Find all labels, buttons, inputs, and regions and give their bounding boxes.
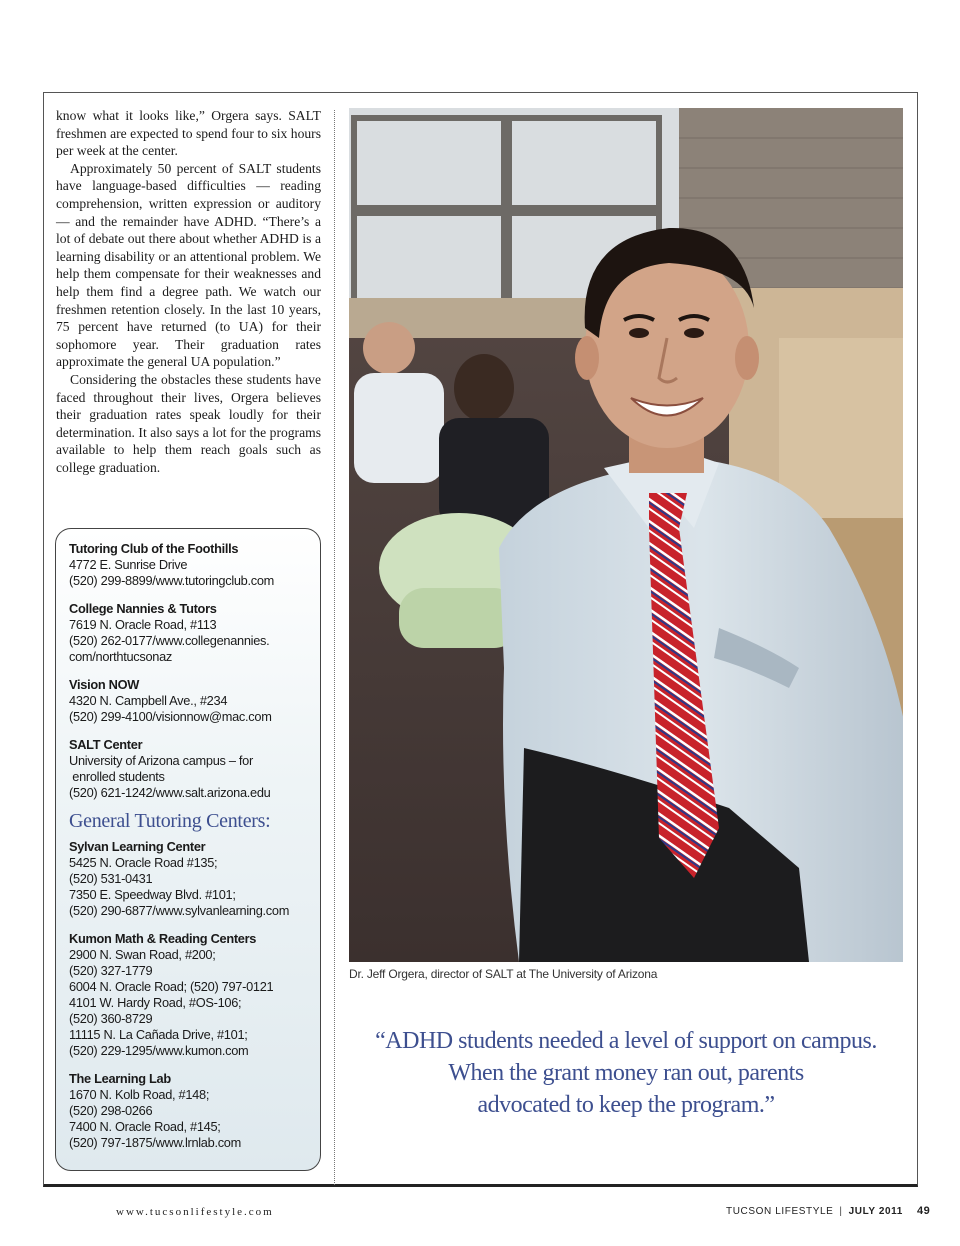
center-entry: [69, 1071, 308, 1151]
center-name: The Learning Lab: [69, 1071, 171, 1086]
footer-folio: [726, 1205, 930, 1217]
column-divider: [334, 110, 335, 1185]
center-line: (520) 531-0431: [69, 871, 153, 886]
resource-line: com/northtucsonaz: [69, 649, 173, 664]
pull-quote: [352, 1025, 900, 1121]
center-line: 6004 N. Oracle Road; (520) 797-0121: [69, 979, 274, 994]
center-line: (520) 298-0266: [69, 1103, 153, 1118]
resource-entry: [69, 601, 308, 665]
center-line: 7350 E. Speedway Blvd. #101;: [69, 887, 236, 902]
article-text: [56, 107, 321, 476]
section-heading: General Tutoring Centers:: [69, 810, 271, 832]
center-line: (520) 797-1875/www.lrnlab.com: [69, 1135, 241, 1150]
resource-entry: [69, 677, 308, 725]
article-paragraph: Approximately 50 percent of SALT students have language-based difficulties — reading comprehension, written expression or auditory — and the remainder have ADHD. “There’s a lot of debate out there about whether ADHD is a learning disability or an attentional problem. We help them compensate for their weaknesses and help them find a degree path. We watch our freshmen retention closely. In the last 10 years, 75 percent have returned (to UA) for their sophomore year. Their graduation rates approximate the general UA population.”: [56, 160, 321, 370]
center-entry: [69, 839, 308, 919]
resource-name: SALT Center: [69, 737, 143, 752]
article-paragraph: Considering the obstacles these students have faced throughout their lives, Orgera believes their graduation rates speak loudly for their determination. It also says a lot for the programs available to help them reach goals such as college graduation.: [56, 371, 321, 475]
center-line: (520) 229-1295/www.kumon.com: [69, 1043, 249, 1058]
folio-separator: |: [839, 1205, 843, 1217]
center-line: 5425 N. Oracle Road #135;: [69, 855, 218, 870]
resource-name: College Nannies & Tutors: [69, 601, 217, 616]
resource-line: 4320 N. Campbell Ave., #234: [69, 693, 228, 708]
center-line: (520) 327-1779: [69, 963, 153, 978]
center-line: 11115 N. La Cañada Drive, #101;: [69, 1027, 248, 1042]
magazine-name: TUCSON LIFESTYLE: [726, 1205, 834, 1217]
pull-quote-line: When the grant money ran out, parents: [448, 1060, 804, 1086]
pull-quote-line: advocated to keep the program.”: [477, 1092, 775, 1118]
resource-line: (520) 299-8899/www.tutoringclub.com: [69, 573, 275, 588]
resource-line: (520) 262-0177/www.collegenannies.: [69, 633, 270, 648]
resource-sidebar: [55, 528, 321, 1171]
portrait-photo: [349, 108, 903, 962]
resource-line: (520) 621-1242/www.salt.arizona.edu: [69, 785, 271, 800]
pull-quote-line: “ADHD students needed a level of support on campus.: [375, 1028, 877, 1054]
resource-entry: [69, 541, 308, 589]
resource-line: 7619 N. Oracle Road, #113: [69, 617, 217, 632]
footer-website: www.tucsonlifestyle.com: [116, 1206, 274, 1218]
center-line: (520) 290-6877/www.sylvanlearning.com: [69, 903, 290, 918]
center-line: (520) 360-8729: [69, 1011, 153, 1026]
page-number: 49: [916, 1205, 931, 1217]
resource-name: Vision NOW: [69, 677, 139, 692]
resource-name: Tutoring Club of the Foothills: [69, 541, 239, 556]
photo-caption: Dr. Jeff Orgera, director of SALT at The University of Arizona: [349, 967, 658, 981]
center-line: 2900 N. Swan Road, #200;: [69, 947, 216, 962]
portrait-illustration: [349, 108, 903, 962]
center-line: 4101 W. Hardy Road, #OS-106;: [69, 995, 242, 1010]
resource-entry: [69, 737, 308, 801]
resource-line: University of Arizona campus – for: [69, 753, 253, 768]
center-name: Kumon Math & Reading Centers: [69, 931, 257, 946]
center-line: 7400 N. Oracle Road, #145;: [69, 1119, 221, 1134]
resource-line: enrolled students: [69, 769, 165, 784]
center-name: Sylvan Learning Center: [69, 839, 206, 854]
issue-date: JULY 2011: [848, 1205, 903, 1217]
center-entry: [69, 931, 308, 1059]
article-paragraph: know what it looks like,” Orgera says. SALT freshmen are expected to spend four to six hours per week at the center.: [56, 108, 321, 159]
resource-line: 4772 E. Sunrise Drive: [69, 557, 188, 572]
center-line: 1670 N. Kolb Road, #148;: [69, 1087, 210, 1102]
resource-line: (520) 299-4100/visionnow@mac.com: [69, 709, 272, 724]
